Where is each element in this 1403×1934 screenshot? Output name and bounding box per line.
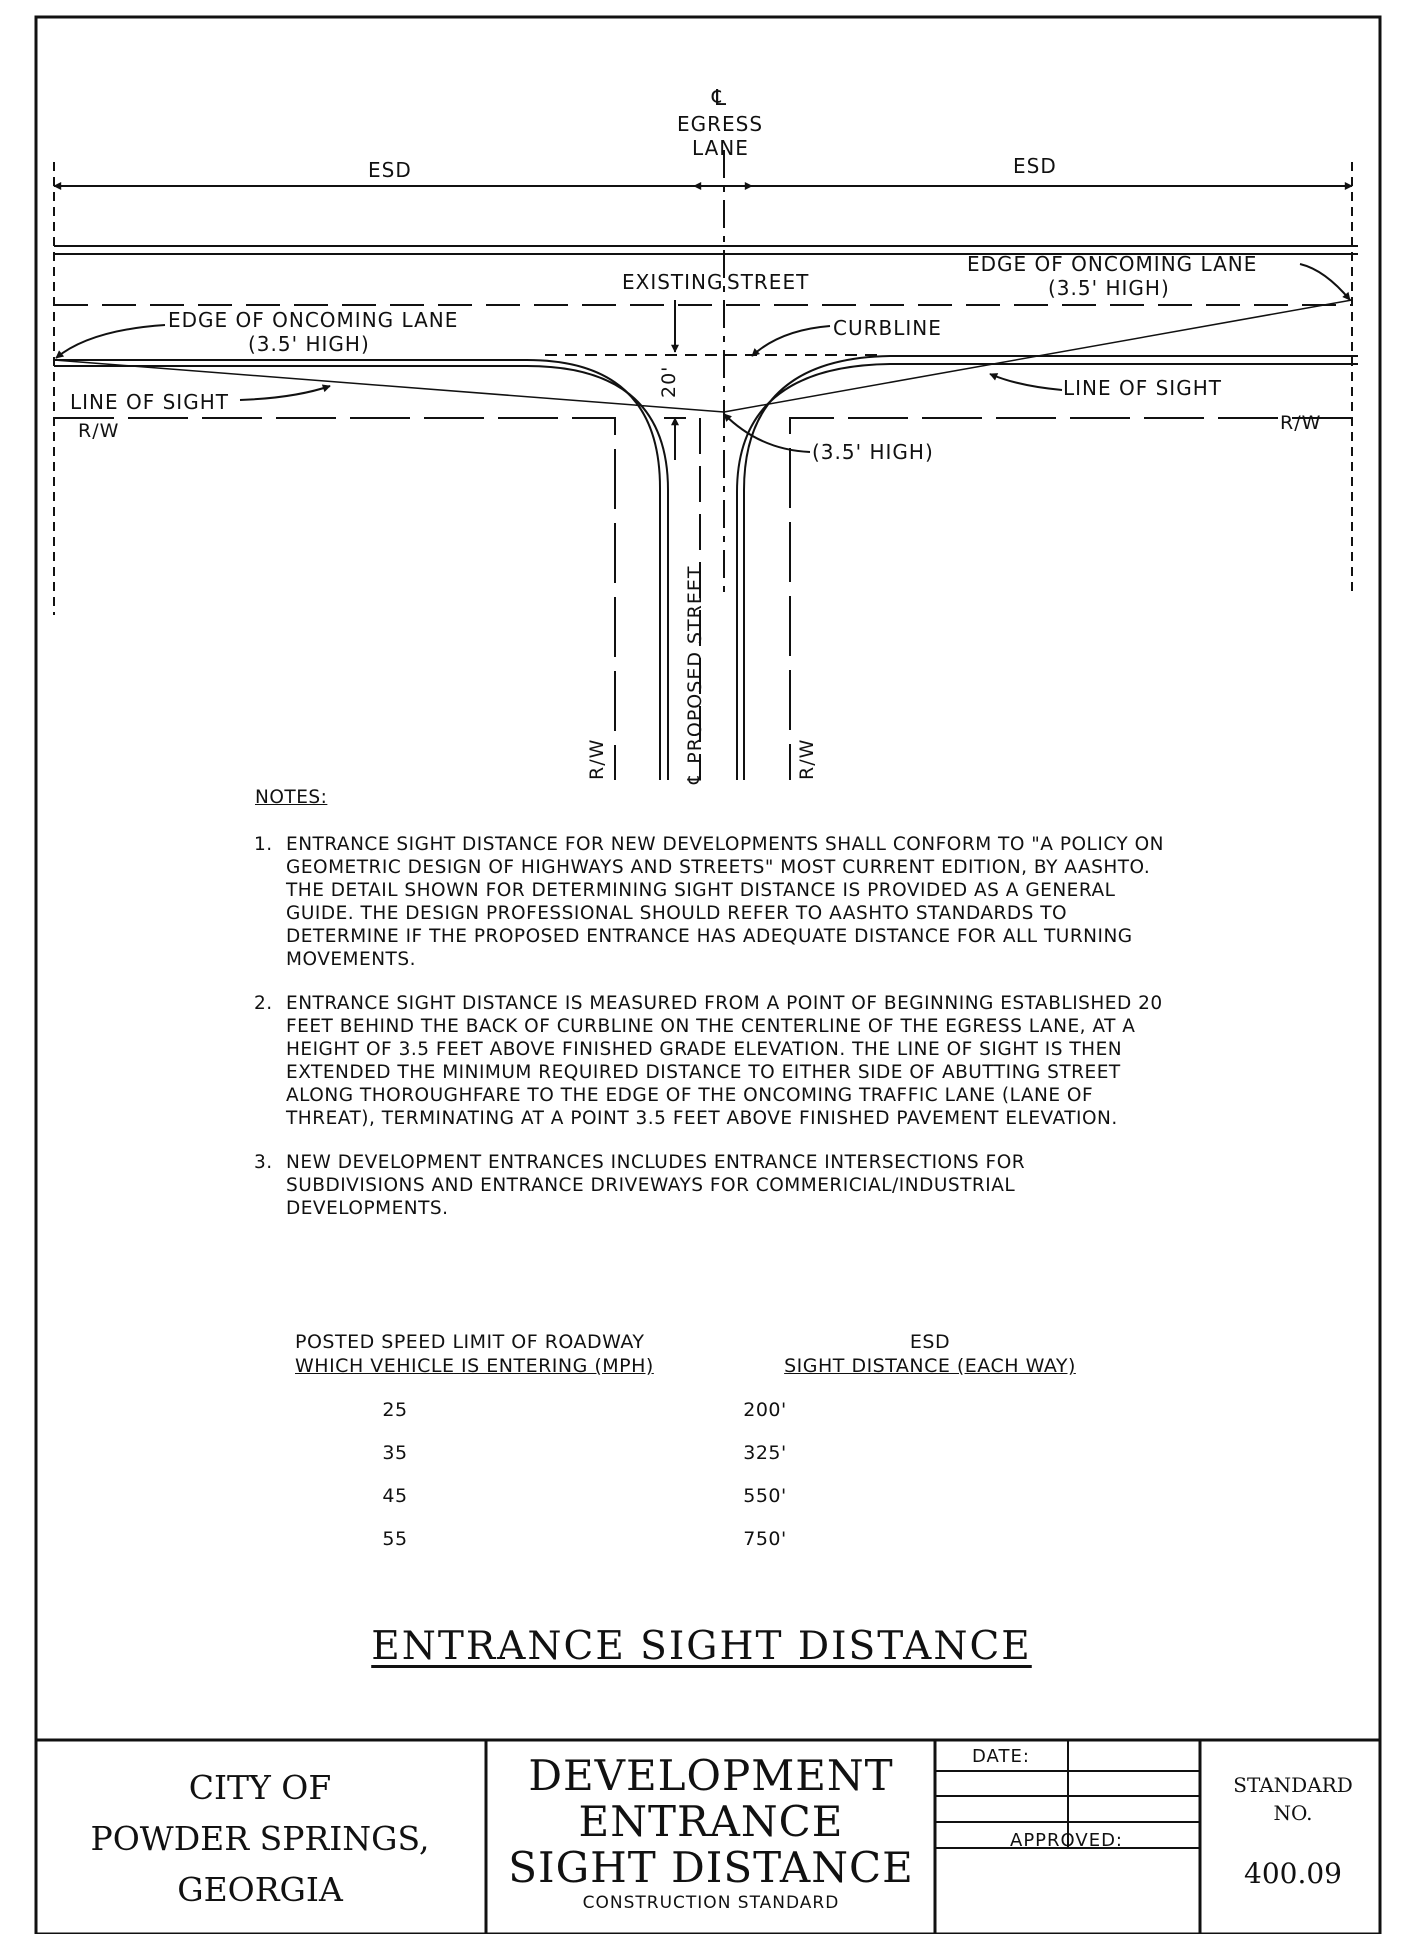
- esd-left-label: ESD: [368, 158, 412, 182]
- standard-line-1: STANDARD: [1233, 1773, 1353, 1797]
- leader-edge-left: [56, 325, 165, 358]
- notes-heading: NOTES:: [255, 787, 328, 808]
- table-row: [295, 1485, 1095, 1507]
- edge-oncoming-left-label: EDGE OF ONCOMING LANE: [168, 308, 459, 332]
- standard-number: 400.09: [1244, 1857, 1342, 1890]
- leader-edge-right: [1300, 264, 1350, 300]
- drawing-title-text: ENTRANCE SIGHT DISTANCE: [371, 1624, 1032, 1669]
- note-text: ENTRANCE SIGHT DISTANCE IS MEASURED FROM A POINT OF BEGINNING ESTABLISHED 20 FEET BEHIND THE BACK OF CURBLINE ON THE CENTERLINE OF THE EGRESS LANE, AT A HEIGHT OF 3.5 FEET ABOVE FINISHED GRADE ELEVATION. THE LINE OF SIGHT IS THEN EXTENDED THE MINIMUM REQUIRED DISTANCE TO EITHER SIDE OF ABUTTING STREET ALONG THOROUGHFARE TO THE EDGE OF THE ONCOMING TRAFFIC LANE (LANE OF THREAT), TERMINATING AT A POINT 3.5 FEET ABOVE FINISHED PAVEMENT ELEVATION.: [286, 993, 1163, 1129]
- distance-header-line-1: ESD: [909, 1331, 951, 1353]
- title-subtitle: CONSTRUCTION STANDARD: [582, 1893, 840, 1913]
- curbline-left: [54, 360, 660, 780]
- edge-oncoming-right-height: (3.5' HIGH): [1048, 276, 1170, 300]
- city-line-3: GEORGIA: [177, 1870, 343, 1909]
- speed-header-line-2: WHICH VEHICLE IS ENTERING (MPH): [295, 1355, 654, 1377]
- line-of-sight-left-label: LINE OF SIGHT: [70, 390, 229, 414]
- leader-los-left: [240, 386, 330, 400]
- curbline-right: [744, 356, 1358, 780]
- note-item: [254, 833, 1184, 971]
- rw-right-label: R/W: [1280, 412, 1322, 434]
- existing-street-label: EXISTING: [622, 270, 724, 294]
- lane-label: LANE: [692, 136, 749, 160]
- distance-cell: 550': [743, 1485, 787, 1507]
- esd-table: [295, 1330, 1095, 1550]
- standard-label: [1208, 1771, 1378, 1827]
- table-row: [295, 1442, 1095, 1464]
- rw-stem-right-label: R/W: [796, 738, 818, 780]
- rw-line-right: [790, 418, 1352, 780]
- table-row: [295, 1528, 1095, 1550]
- city-line-1: CITY OF: [188, 1768, 332, 1807]
- note-number: 2.: [254, 993, 273, 1014]
- speed-cell: 35: [382, 1442, 408, 1464]
- note-text: NEW DEVELOPMENT ENTRANCES INCLUDES ENTRANCE INTERSECTIONS FOR SUBDIVISIONS AND ENTRANCE DRIVEWAYS FOR COMMERICIAL/INDUSTRIAL DEVELOPMENTS.: [286, 1152, 1026, 1219]
- title-line-3: SIGHT DISTANCE: [508, 1843, 914, 1892]
- rw-line-left: [54, 418, 615, 780]
- distance-cell: 750': [743, 1528, 787, 1550]
- title-block-city: [42, 1762, 478, 1915]
- distance-cell: 200': [743, 1399, 787, 1421]
- line-of-sight-right-label: LINE OF SIGHT: [1063, 376, 1222, 400]
- existing-street-label-2: STREET: [727, 270, 810, 294]
- esd-right-label: ESD: [1013, 154, 1057, 178]
- curbline-label: CURBLINE: [833, 316, 942, 340]
- speed-cell: 45: [382, 1485, 408, 1507]
- rw-stem-left-label: R/W: [586, 738, 608, 780]
- speed-column-header: [295, 1330, 765, 1378]
- proposed-street-label: ℄ PROPOSED STREET: [684, 565, 706, 784]
- edge-oncoming-left-height: (3.5' HIGH): [248, 332, 370, 356]
- note-number: 1.: [254, 834, 273, 855]
- leader-eye-height: [724, 414, 810, 452]
- speed-cell: 55: [382, 1528, 408, 1550]
- eye-height-label: (3.5' HIGH): [812, 440, 934, 464]
- note-number: 3.: [254, 1152, 273, 1173]
- note-text: ENTRANCE SIGHT DISTANCE FOR NEW DEVELOPMENTS SHALL CONFORM TO "A POLICY ON GEOMETRIC DESIGN OF HIGHWAYS AND STREETS" MOST CURRENT EDITION, BY AASHTO. THE DETAIL SHOWN FOR DETERMINING SIGHT DISTANCE IS PROVIDED AS A GENERAL GUIDE. THE DESIGN PROFESSIONAL SHOULD REFER TO AASHTO STANDARDS TO DETERMINE IF THE PROPOSED ENTRANCE HAS ADEQUATE DISTANCE FOR ALL TURNING MOVEMENTS.: [286, 834, 1164, 970]
- distance-column-header: [765, 1330, 1095, 1378]
- centerline-symbol: ℄: [712, 86, 728, 111]
- notes-section: [254, 786, 1184, 1241]
- speed-cell: 25: [382, 1399, 408, 1421]
- drawing-title: [0, 1624, 1403, 1669]
- speed-header-line-1: POSTED SPEED LIMIT OF ROADWAY: [295, 1331, 645, 1353]
- note-item: [254, 992, 1184, 1130]
- note-item: [254, 1151, 1184, 1220]
- rw-left-label: R/W: [78, 420, 120, 442]
- title-block-title: [486, 1753, 936, 1912]
- standard-line-2: NO.: [1273, 1801, 1313, 1825]
- title-line-1: DEVELOPMENT: [528, 1751, 894, 1800]
- approved-label: APPROVED:: [1010, 1830, 1123, 1851]
- city-line-2: POWDER SPRINGS,: [90, 1819, 430, 1858]
- distance-cell: 325': [743, 1442, 787, 1464]
- table-header: [295, 1330, 1095, 1378]
- date-label: DATE:: [972, 1746, 1030, 1767]
- table-row: [295, 1399, 1095, 1421]
- dimension-20-label: 20': [658, 365, 680, 398]
- title-line-2: ENTRANCE: [578, 1797, 844, 1846]
- leader-los-right: [990, 374, 1062, 390]
- distance-header-line-2: SIGHT DISTANCE (EACH WAY): [784, 1355, 1076, 1377]
- leader-curbline: [752, 326, 830, 356]
- edge-oncoming-right-label: EDGE OF ONCOMING LANE: [967, 252, 1258, 276]
- egress-label: EGRESS: [677, 112, 764, 136]
